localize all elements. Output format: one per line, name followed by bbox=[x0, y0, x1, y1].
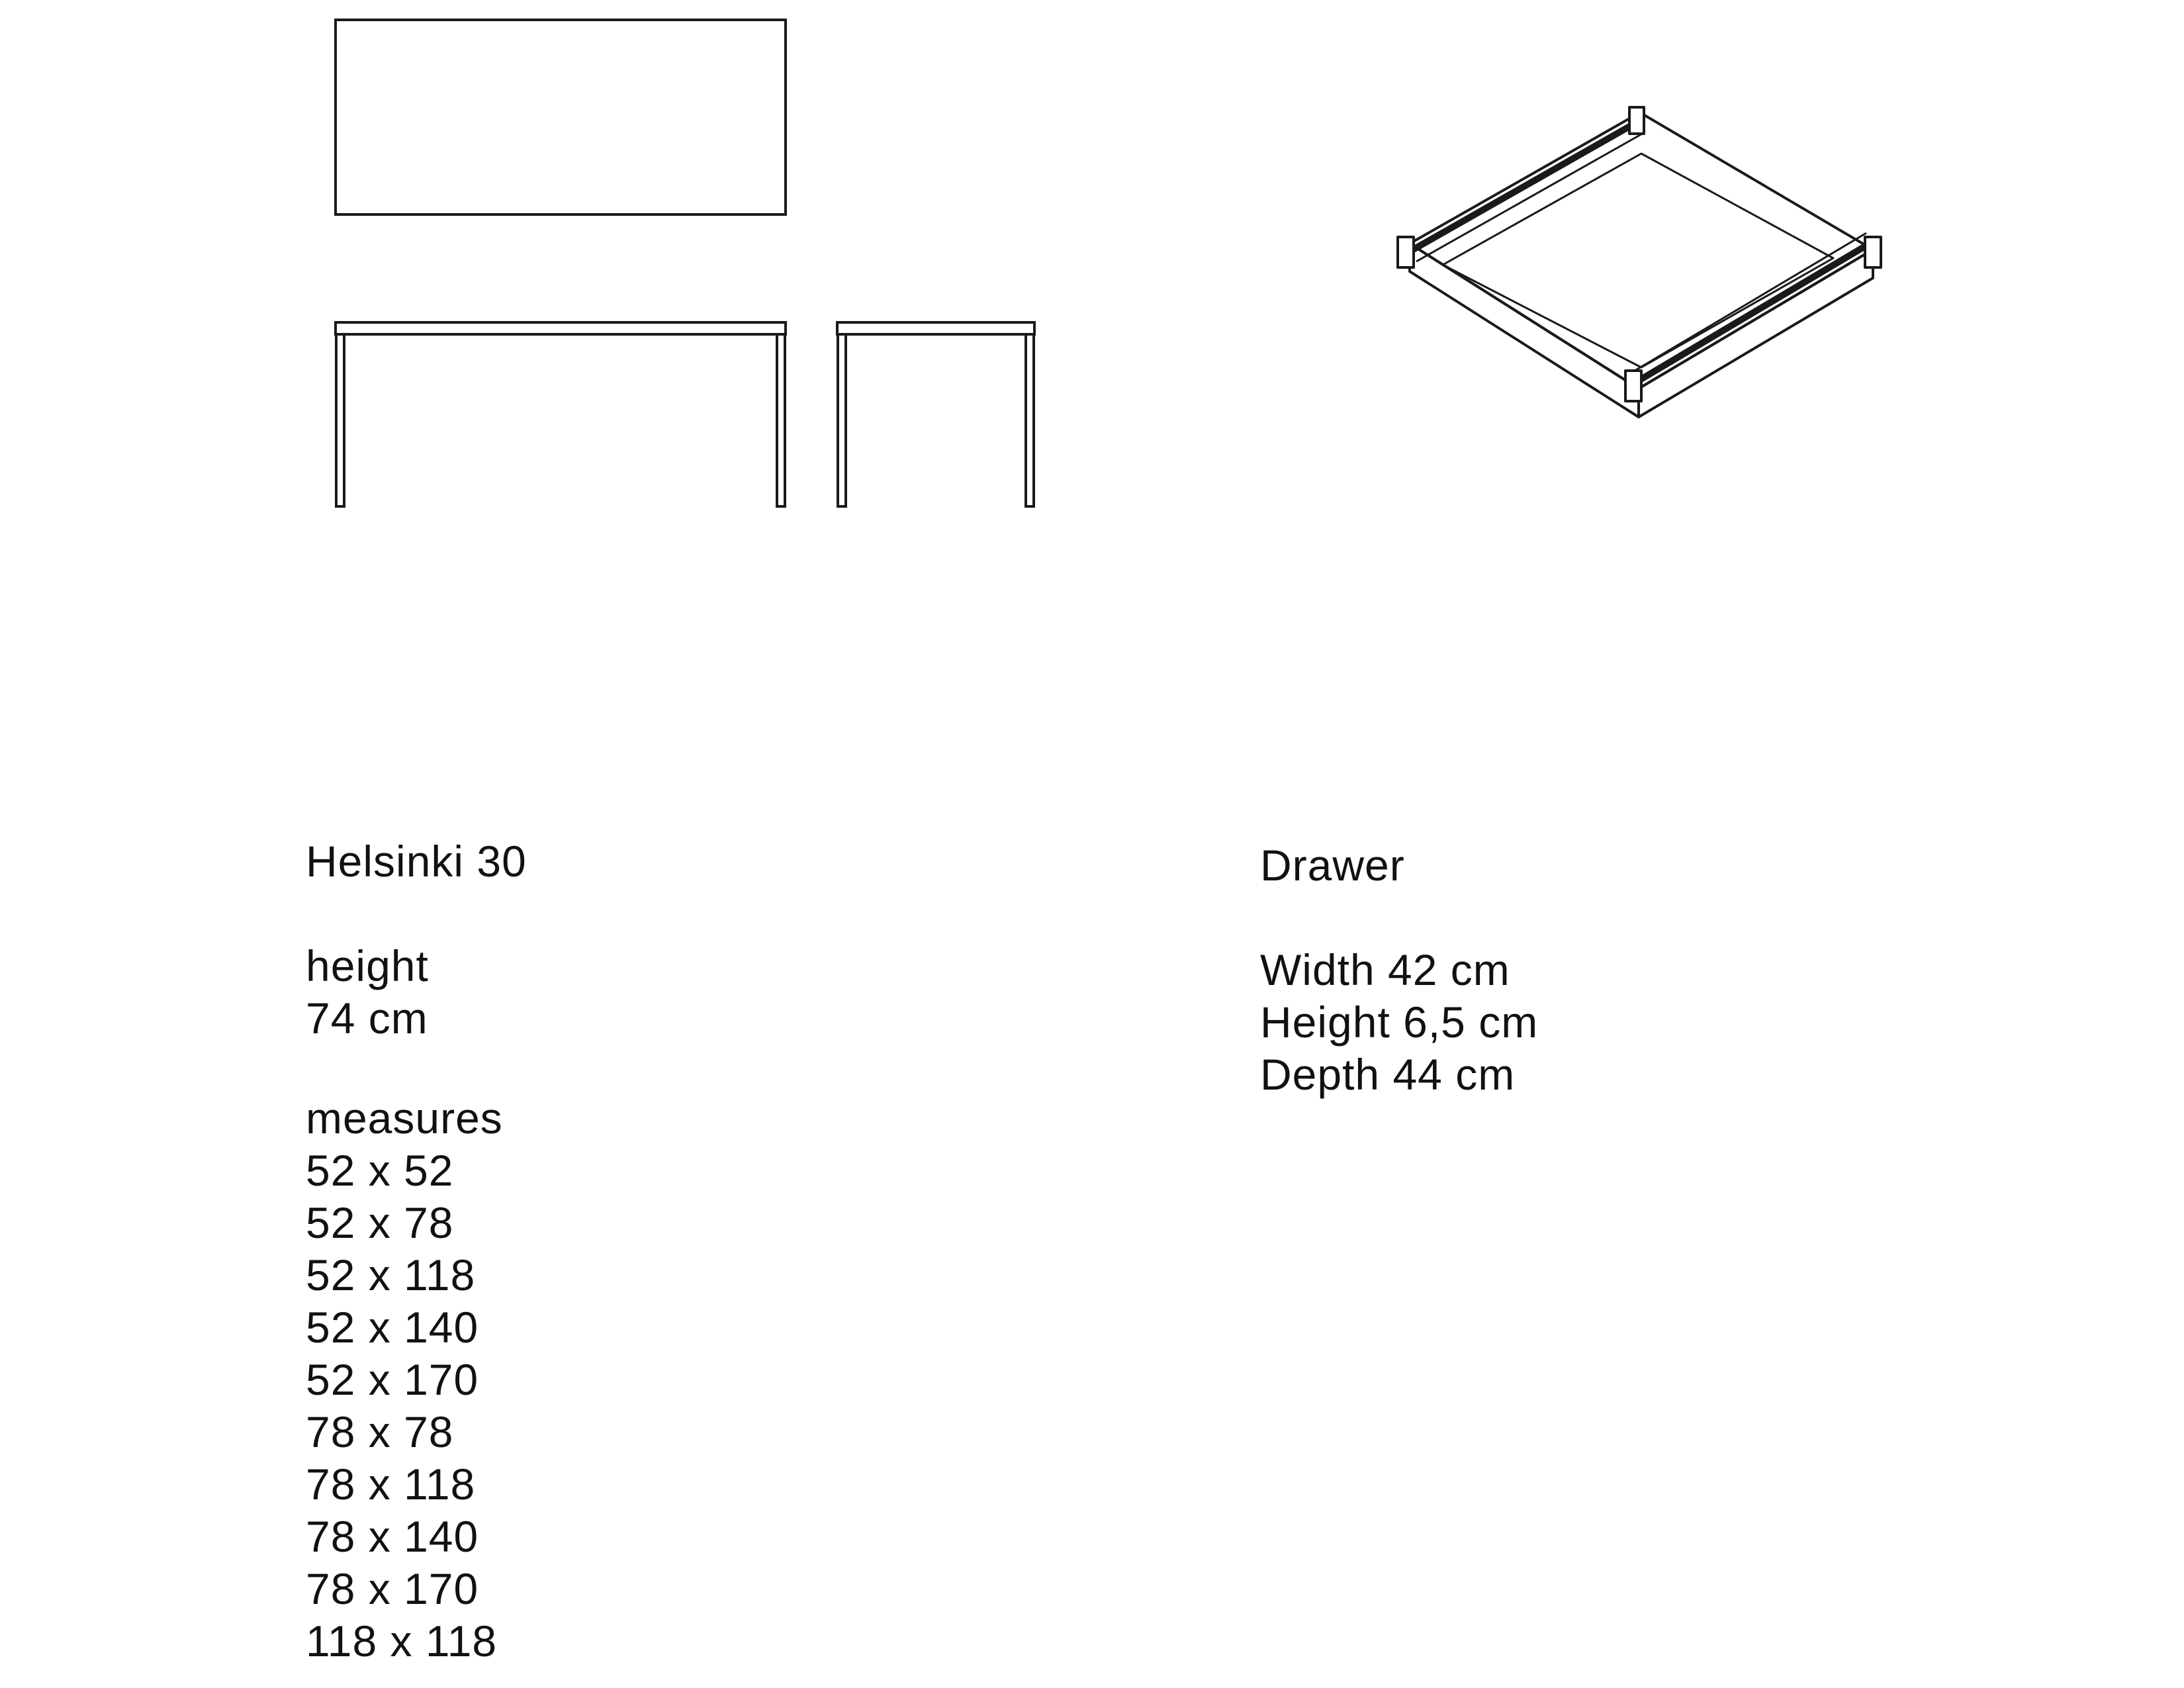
height-label: height bbox=[306, 941, 429, 990]
drawer-isometric-view bbox=[1398, 107, 1881, 417]
table-name: Helsinki 30 bbox=[306, 837, 527, 886]
measure-item: 118 x 118 bbox=[306, 1617, 498, 1665]
measures-label: measures bbox=[306, 1094, 503, 1143]
table-side-view bbox=[837, 322, 1034, 506]
table-specs bbox=[306, 835, 527, 1667]
table-top-view bbox=[336, 20, 786, 214]
table-front-view bbox=[336, 322, 786, 506]
measure-item: 78 x 140 bbox=[306, 1512, 479, 1561]
measure-item: 52 x 52 bbox=[306, 1146, 454, 1195]
measure-item: 52 x 78 bbox=[306, 1198, 454, 1247]
height-value: 74 cm bbox=[306, 994, 428, 1043]
measure-item: 52 x 118 bbox=[306, 1250, 476, 1299]
drawer-height: Height 6,5 cm bbox=[1260, 998, 1539, 1047]
measure-item: 52 x 140 bbox=[306, 1303, 479, 1352]
measure-item: 78 x 78 bbox=[306, 1407, 454, 1456]
drawer-width: Width 42 cm bbox=[1260, 945, 1510, 994]
measure-item: 78 x 170 bbox=[306, 1564, 479, 1613]
drawer-depth: Depth 44 cm bbox=[1260, 1050, 1516, 1099]
measure-item: 52 x 170 bbox=[306, 1355, 479, 1404]
drawer-specs bbox=[1260, 839, 1538, 1101]
drawer-name: Drawer bbox=[1260, 841, 1405, 890]
measure-item: 78 x 118 bbox=[306, 1460, 476, 1509]
